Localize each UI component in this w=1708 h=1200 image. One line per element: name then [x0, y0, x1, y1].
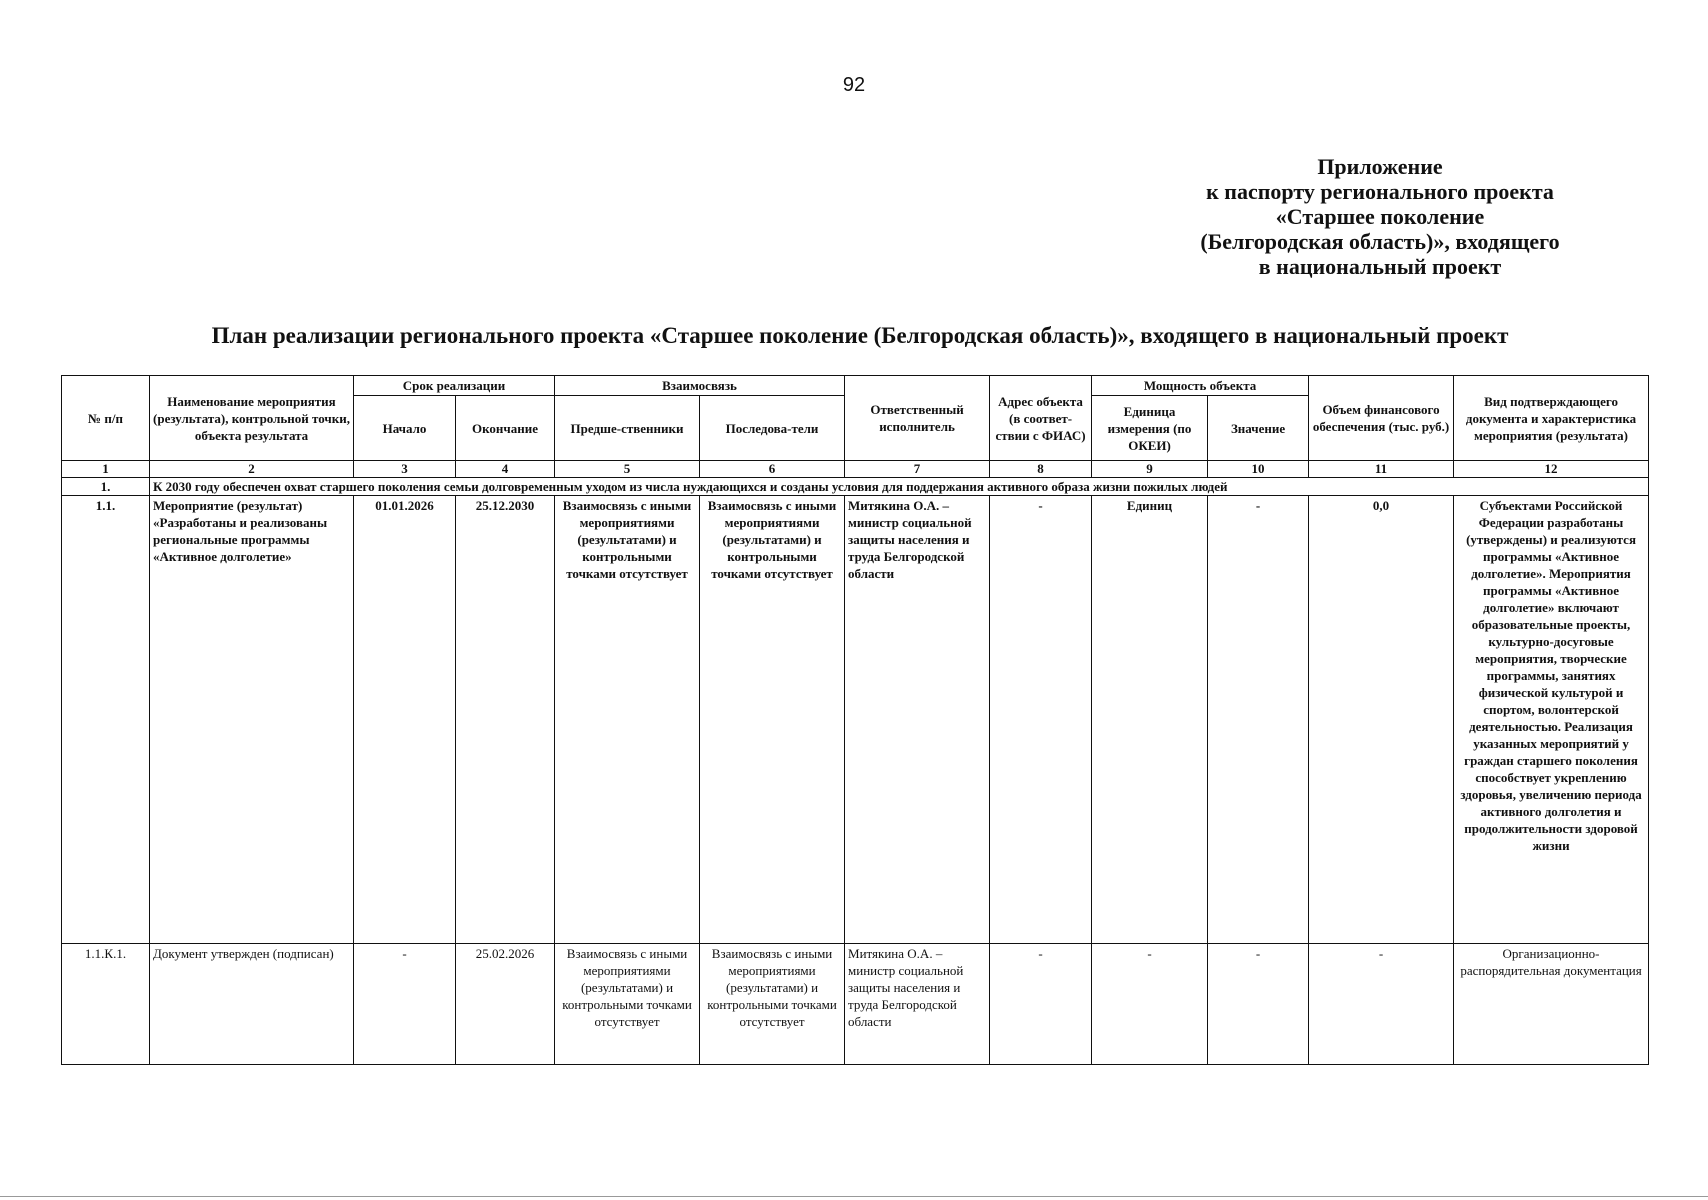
column-number: 1	[62, 461, 150, 478]
column-number: 4	[456, 461, 555, 478]
row-unit: -	[1092, 944, 1208, 1065]
row-num: 1.1.	[62, 496, 150, 944]
table-row	[62, 944, 1649, 1065]
task-text: К 2030 году обеспечен охват старшего поколения семьи долговременным уходом из числа нуждающихся и созданы условия для поддержания активного образа жизни пожилых людей	[150, 478, 1649, 496]
row-value: -	[1208, 496, 1309, 944]
column-number: 3	[354, 461, 456, 478]
task-num: 1.	[62, 478, 150, 496]
row-predecessors: Взаимосвязь с иными мероприятиями (результатами) и контрольными точками отсутствует	[555, 496, 700, 944]
row-end: 25.12.2030	[456, 496, 555, 944]
appendix-line: в национальный проект	[1258, 254, 1502, 279]
task-row	[62, 478, 1649, 496]
header-successors: Последова-тели	[700, 396, 845, 461]
header-num: № п/п	[62, 376, 150, 461]
implementation-plan-table	[61, 375, 1649, 1065]
header-address: Адрес объекта (в соответ-ствии с ФИАС)	[990, 376, 1092, 461]
header-document: Вид подтверждающего документа и характеристика мероприятия (результата)	[1454, 376, 1649, 461]
column-number: 10	[1208, 461, 1309, 478]
row-responsible: Митякина О.А. – министр социальной защиты населения и труда Белгородской области	[845, 944, 990, 1065]
column-number-row	[62, 461, 1649, 478]
header-start: Начало	[354, 396, 456, 461]
row-funding: -	[1309, 944, 1454, 1065]
row-address: -	[990, 496, 1092, 944]
column-number: 12	[1454, 461, 1649, 478]
row-successors: Взаимосвязь с иными мероприятиями (результатами) и контрольными точками отсутствует	[700, 496, 845, 944]
header-value: Значение	[1208, 396, 1309, 461]
column-number: 9	[1092, 461, 1208, 478]
column-number: 11	[1309, 461, 1454, 478]
row-value: -	[1208, 944, 1309, 1065]
scan-edge-line	[0, 1196, 1708, 1197]
page-number: 92	[842, 74, 866, 96]
row-unit: Единиц	[1092, 496, 1208, 944]
row-num: 1.1.К.1.	[62, 944, 150, 1065]
row-document: Организационно-распорядительная документация	[1454, 944, 1649, 1065]
row-start: 01.01.2026	[354, 496, 456, 944]
row-document: Субъектами Российской Федерации разработаны (утверждены) и реализуются программы «Активное долголетие». Мероприятия программы «Активное долголетие» включают образовательные проекты, культурно-досуговые мероприятия, творческие программы, занятиях физической культурой и спортом, волонтерской деятельностью. Реализация указанных мероприятий у граждан старшего поколения способствует укреплению здоровья, увеличению периода активного долголетия и продолжительности здоровой жизни	[1454, 496, 1649, 944]
table-row	[62, 496, 1649, 944]
column-number: 5	[555, 461, 700, 478]
appendix-line: к паспорту регионального проекта	[1206, 179, 1554, 204]
header-responsible: Ответственный исполнитель	[845, 376, 990, 461]
header-unit: Единица измерения (по ОКЕИ)	[1092, 396, 1208, 461]
row-funding: 0,0	[1309, 496, 1454, 944]
header-predecessors: Предше-ственники	[555, 396, 700, 461]
column-number: 6	[700, 461, 845, 478]
header-funding: Объем финансового обеспечения (тыс. руб.)	[1309, 376, 1454, 461]
appendix-header	[1160, 154, 1600, 279]
row-responsible: Митякина О.А. – министр социальной защиты населения и труда Белгородской области	[845, 496, 990, 944]
row-start: -	[354, 944, 456, 1065]
header-name: Наименование мероприятия (результата), контрольной точки, объекта результата	[150, 376, 354, 461]
column-number: 7	[845, 461, 990, 478]
row-predecessors: Взаимосвязь с иными мероприятиями (результатами) и контрольными точками отсутствует	[555, 944, 700, 1065]
appendix-line: (Белгородская область)», входящего	[1200, 229, 1560, 254]
row-end: 25.02.2026	[456, 944, 555, 1065]
column-number: 8	[990, 461, 1092, 478]
column-number: 2	[150, 461, 354, 478]
header-end: Окончание	[456, 396, 555, 461]
header-period: Срок реализации	[354, 376, 555, 396]
appendix-line: Приложение	[1317, 154, 1443, 179]
row-address: -	[990, 944, 1092, 1065]
header-links: Взаимосвязь	[555, 376, 845, 396]
row-successors: Взаимосвязь с иными мероприятиями (результатами) и контрольными точками отсутствует	[700, 944, 845, 1065]
header-row	[62, 376, 1649, 396]
row-name: Мероприятие (результат) «Разработаны и реализованы региональные программы «Активное долголетие»	[150, 496, 354, 944]
appendix-line: «Старшее поколение	[1275, 204, 1485, 229]
plan-title: План реализации регионального проекта «Старшее поколение (Белгородская область)», входящего в национальный проект	[211, 323, 1509, 348]
header-capacity: Мощность объекта	[1092, 376, 1309, 396]
row-name: Документ утвержден (подписан)	[150, 944, 354, 1065]
